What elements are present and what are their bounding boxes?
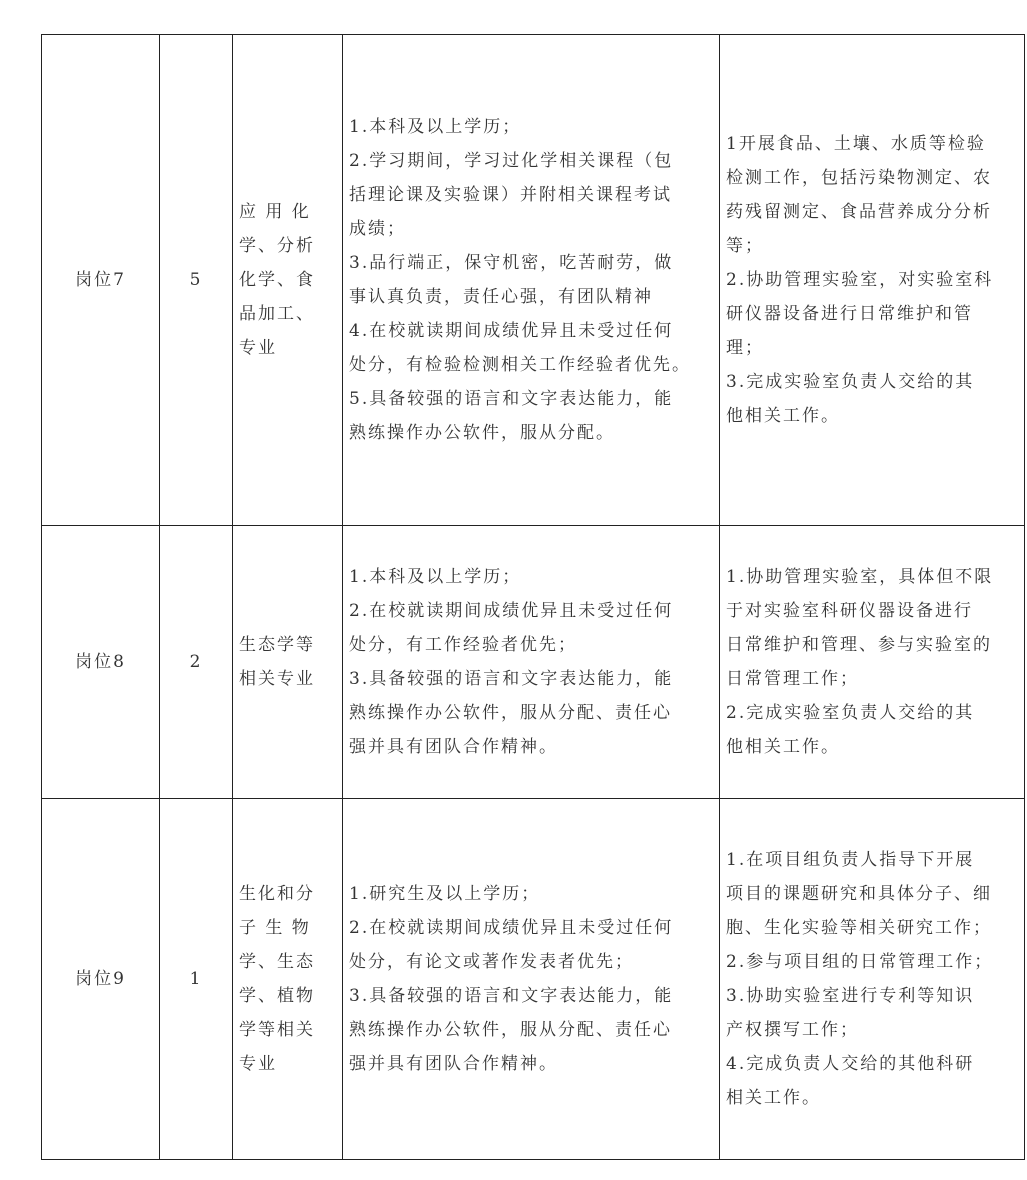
requirement-line: 强并具有团队合作精神。	[349, 737, 558, 757]
requirement-line: 处分，有检验检测相关工作经验者优先。	[349, 355, 691, 375]
requirement-line: 1.本科及以上学历；	[349, 117, 522, 137]
post-cell: 岗位9	[42, 799, 160, 1160]
duty-line: 他相关工作。	[726, 406, 840, 426]
duty-line: 日常维护和管理、参与实验室的	[726, 635, 992, 655]
duty-line: 胞、生化实验等相关研究工作；	[726, 918, 992, 938]
major-line: 专业	[239, 338, 277, 358]
major-line: 学、生态	[239, 952, 315, 972]
requirement-line: 2.在校就读期间成绩优异且未受过任何	[349, 918, 674, 938]
duty-line: 4.完成负责人交给的其他科研	[726, 1054, 975, 1074]
requirement-line: 熟练操作办公软件，服从分配。	[349, 423, 615, 443]
requirement-line: 5.具备较强的语言和文字表达能力，能	[349, 389, 674, 409]
duty-line: 相关工作。	[726, 1088, 821, 1108]
requirement-line: 熟练操作办公软件，服从分配、责任心	[349, 1020, 672, 1040]
duty-line: 1.在项目组负责人指导下开展	[726, 850, 975, 870]
duty-line: 3.协助实验室进行专利等知识	[726, 986, 975, 1006]
duty-line: 理；	[726, 338, 764, 358]
requirement-line: 2.在校就读期间成绩优异且未受过任何	[349, 601, 674, 621]
requirement-line: 强并具有团队合作精神。	[349, 1054, 558, 1074]
requirement-line: 3.具备较强的语言和文字表达能力，能	[349, 669, 674, 689]
major-cell	[233, 35, 343, 526]
major-line: 应 用 化	[239, 202, 311, 222]
duty-line: 产权撰写工作；	[726, 1020, 859, 1040]
major-line: 专业	[239, 1054, 277, 1074]
duty-line: 他相关工作。	[726, 737, 840, 757]
duty-line: 检测工作，包括污染物测定、农	[726, 168, 992, 188]
duty-line: 项目的课题研究和具体分子、细	[726, 884, 992, 904]
duty-line: 等；	[726, 236, 764, 256]
major-cell	[233, 799, 343, 1160]
major-cell	[233, 526, 343, 799]
headcount-cell: 1	[160, 799, 233, 1160]
requirement-line: 成绩；	[349, 219, 406, 239]
duties-cell	[720, 526, 1025, 799]
major-line: 生化和分	[239, 884, 315, 904]
requirement-line: 1.研究生及以上学历；	[349, 884, 541, 904]
duty-line: 2.完成实验室负责人交给的其	[726, 703, 975, 723]
requirement-line: 处分，有工作经验者优先；	[349, 635, 577, 655]
requirements-cell	[343, 35, 720, 526]
major-line: 相关专业	[239, 669, 315, 689]
table-row	[42, 799, 1025, 1160]
duties-cell	[720, 35, 1025, 526]
duty-line: 3.完成实验室负责人交给的其	[726, 372, 975, 392]
table-row	[42, 35, 1025, 526]
major-line: 学、植物	[239, 986, 315, 1006]
duties-cell	[720, 799, 1025, 1160]
post-cell: 岗位8	[42, 526, 160, 799]
post-cell: 岗位7	[42, 35, 160, 526]
recruitment-table	[41, 34, 1025, 1160]
major-line: 学、分析	[239, 236, 315, 256]
major-line: 品加工、	[239, 304, 315, 324]
duty-line: 研仪器设备进行日常维护和管	[726, 304, 973, 324]
headcount-cell: 2	[160, 526, 233, 799]
duty-line: 药残留测定、食品营养成分分析	[726, 202, 992, 222]
requirement-line: 4.在校就读期间成绩优异且未受过任何	[349, 321, 674, 341]
major-line: 化学、食	[239, 270, 315, 290]
duty-line: 1.协助管理实验室，具体但不限	[726, 567, 994, 587]
duty-line: 2.协助管理实验室，对实验室科	[726, 270, 994, 290]
headcount-cell: 5	[160, 35, 233, 526]
major-line: 学等相关	[239, 1020, 315, 1040]
major-line: 生态学等	[239, 635, 315, 655]
major-line: 子 生 物	[239, 918, 311, 938]
duty-line: 1开展食品、土壤、水质等检验	[726, 134, 986, 154]
requirement-line: 1.本科及以上学历；	[349, 567, 522, 587]
requirement-line: 3.品行端正，保守机密，吃苦耐劳，做	[349, 253, 674, 273]
requirement-line: 处分，有论文或著作发表者优先；	[349, 952, 634, 972]
requirements-cell	[343, 526, 720, 799]
duty-line: 日常管理工作；	[726, 669, 859, 689]
requirement-line: 括理论课及实验课）并附相关课程考试	[349, 185, 672, 205]
requirement-line: 事认真负责，责任心强，有团队精神	[349, 287, 653, 307]
requirement-line: 熟练操作办公软件，服从分配、责任心	[349, 703, 672, 723]
requirement-line: 3.具备较强的语言和文字表达能力，能	[349, 986, 674, 1006]
requirement-line: 2.学习期间，学习过化学相关课程（包	[349, 151, 674, 171]
table-row	[42, 526, 1025, 799]
duty-line: 2.参与项目组的日常管理工作；	[726, 952, 994, 972]
requirements-cell	[343, 799, 720, 1160]
duty-line: 于对实验室科研仪器设备进行	[726, 601, 973, 621]
